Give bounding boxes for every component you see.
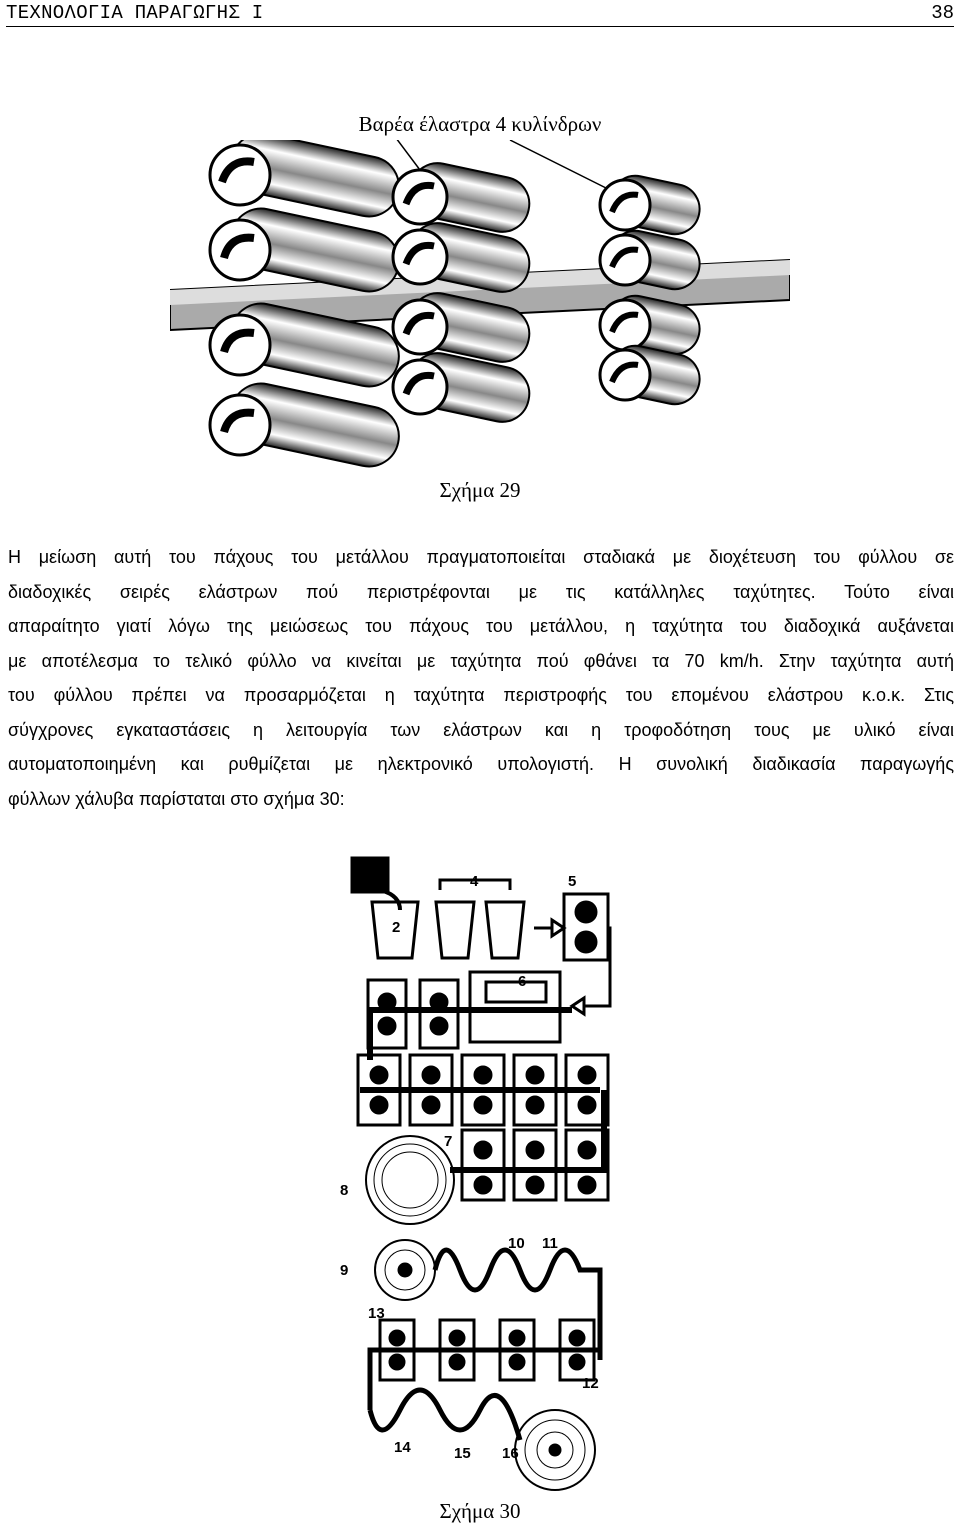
paragraph-line: φύλλων χάλυβα παρίσταται στο σχήμα 30: <box>8 788 345 809</box>
fig30-label-11: 11 <box>542 1235 558 1252</box>
fig30-label-12: 12 <box>582 1375 599 1392</box>
paragraph-line: Η μείωση αυτή του πάχους του μετάλλου πραγματοποιείται σταδιακά με διοχέτευση του φύλλου σε <box>8 547 954 567</box>
figure-29-caption: Σχήμα 29 <box>439 478 521 502</box>
paragraph-line: διαδοχικές σειρές ελάστρων πού περιστρέφονται με τις κατάλληλες ταχύτητες. Τούτο είναι <box>8 581 954 602</box>
body-paragraph <box>8 540 954 816</box>
paragraph-line: με αποτέλεσμα το τελικό φύλλο να κινείται με ταχύτητα πού φθάνει τα 70 km/h. Στην ταχύτητα αυτή <box>8 650 954 671</box>
figure-30-process-diagram <box>340 850 620 1498</box>
fig30-label-13: 13 <box>368 1305 385 1322</box>
paragraph-line: αυτοματοποιημένη και ρυθμίζεται με ηλεκτρονικό υπολογιστή. Η συνολική διαδικασία παραγωγής <box>8 754 954 774</box>
paragraph-line: του φύλλου πρέπει να προσαρμόζεται η ταχύτητα περιστροφής του επομένου ελάστρου κ.ο.κ. Στις <box>8 685 954 705</box>
figure-29-rolling-mill <box>170 140 790 470</box>
fig30-label-2: 2 <box>392 919 401 936</box>
paragraph-line: απαραίτητο γιατί λόγω της μειώσεως του πάχους του μετάλλου, η ταχύτητα του διαδοχικά αυξάνεται <box>8 616 954 636</box>
fig30-label-14: 14 <box>394 1439 411 1456</box>
page-number: 38 <box>931 2 954 24</box>
fig30-label-15: 15 <box>454 1445 471 1462</box>
fig30-label-5: 5 <box>568 873 577 890</box>
page-header <box>6 0 954 27</box>
fig30-label-6: 6 <box>518 973 527 990</box>
fig30-label-8: 8 <box>340 1182 349 1199</box>
figure-30-caption: Σχήμα 30 <box>439 1499 521 1523</box>
header-title: ΤΕΧΝΟΛΟΓΙΑ ΠΑΡΑΓΩΓΗΣ Ι <box>6 2 264 24</box>
figure-29-title: Βαρέα έλαστρα 4 κυλίνδρων <box>358 112 602 136</box>
paragraph-line: σύγχρονες εγκαταστάσεις η λειτουργία των ελάστρων και η τροφοδότηση τους με υλικό είναι <box>8 719 954 740</box>
fig30-label-10: 10 <box>508 1235 525 1252</box>
fig30-label-4: 4 <box>470 873 479 890</box>
fig30-label-7: 7 <box>444 1133 453 1150</box>
fig30-label-16: 16 <box>502 1445 519 1462</box>
fig30-label-9: 9 <box>340 1262 349 1279</box>
